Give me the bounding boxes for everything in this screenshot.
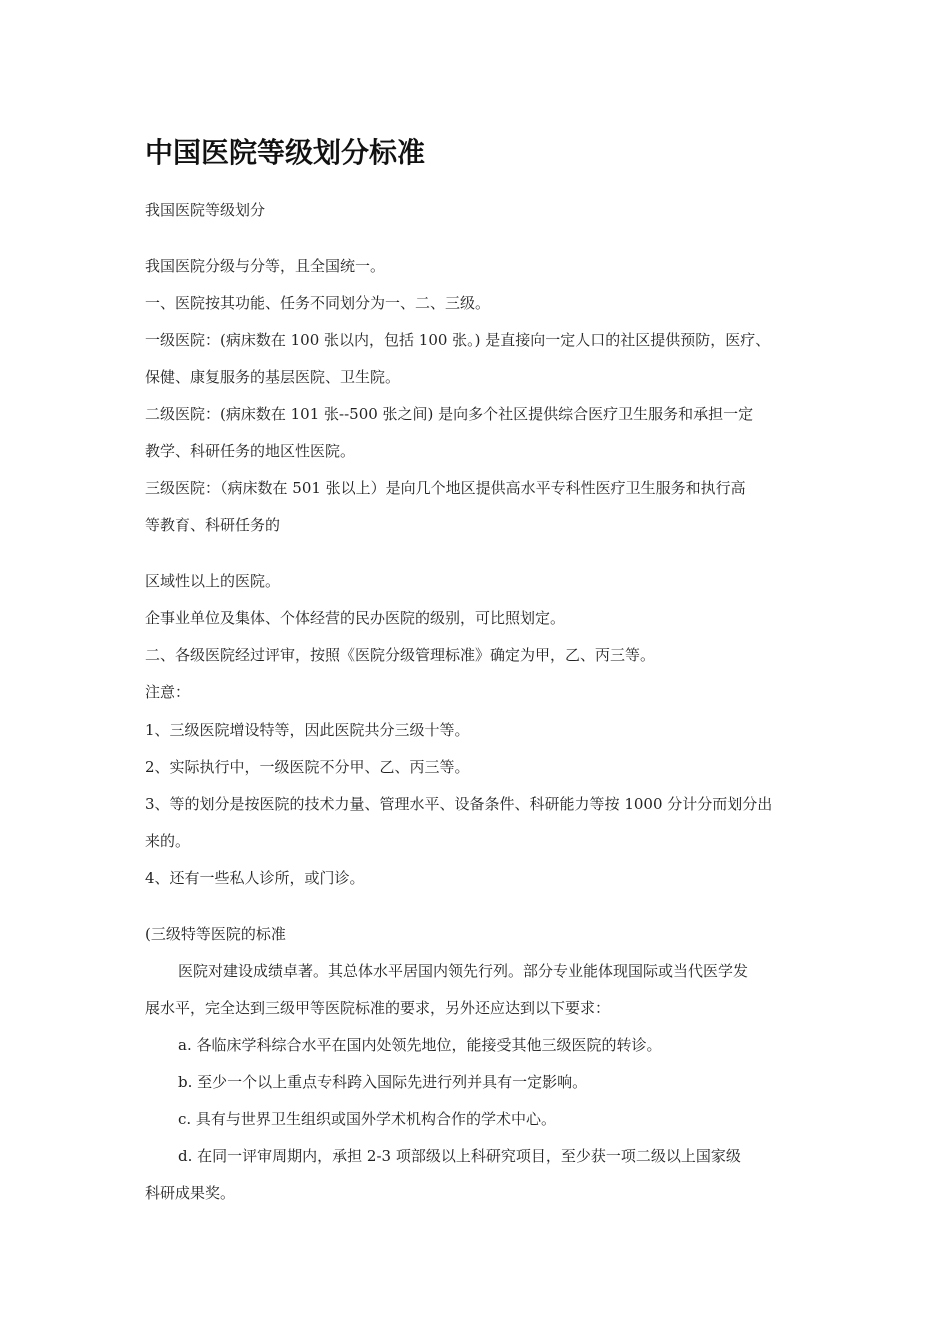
paragraph-line: 二级医院：(病床数在 101 张--500 张之间) 是向多个社区提供综合医疗卫生服务和承担一定 [145,405,754,423]
note-heading: 注意： [145,683,191,701]
paragraph-line: 我国医院分级与分等，且全国统一。 [145,257,386,275]
paragraph-line: 区域性以上的医院。 [145,572,281,590]
note-item: 2、实际执行中，一级医院不分甲、乙、丙三等。 [145,758,470,776]
note-item: 来的。 [145,832,191,850]
paragraph-line: 一、医院按其功能、任务不同划分为一、二、三级。 [145,294,491,312]
requirement-item: c. 具有与世界卫生组织或国外学术机构合作的学术中心。 [178,1110,556,1128]
document-title: 中国医院等级划分标准 [145,136,426,169]
paragraph-line: 展水平，完全达到三级甲等医院标准的要求，另外还应达到以下要求： [145,999,611,1017]
section-heading: (三级特等医院的标准 [145,925,286,943]
paragraph-line: 企事业单位及集体、个体经营的民办医院的级别，可比照划定。 [145,609,566,627]
note-item: 4、还有一些私人诊所，或门诊。 [145,869,365,887]
note-item: 1、三级医院增设特等，因此医院共分三级十等。 [145,721,470,739]
paragraph-line: 保健、康复服务的基层医院、卫生院。 [145,368,401,386]
requirement-item: d. 在同一评审周期内，承担 2-3 项部级以上科研究项目，至少获一项二级以上国家级 [178,1147,741,1165]
paragraph-line: 二、各级医院经过评审，按照《医院分级管理标准》确定为甲，乙、丙三等。 [145,646,656,664]
paragraph-line: 一级医院：(病床数在 100 张以内，包括 100 张。) 是直接向一定人口的社区提供预防，医疗、 [145,331,771,349]
note-item: 3、等的划分是按医院的技术力量、管理水平、设备条件、科研能力等按 1000 分计分而划分出 [145,795,773,813]
paragraph-line: 教学、科研任务的地区性医院。 [145,442,356,460]
paragraph-line: 等教育、科研任务的 [145,516,281,534]
paragraph-line: 三级医院：（病床数在 501 张以上）是向几个地区提供高水平专科性医疗卫生服务和执行高 [145,479,746,497]
requirement-item: b. 至少一个以上重点专科跨入国际先进行列并具有一定影响。 [178,1073,588,1091]
requirement-item: 科研成果奖。 [145,1184,236,1202]
paragraph-line: 医院对建设成绩卓著。其总体水平居国内领先行列。部分专业能体现国际或当代医学发 [178,962,749,980]
section-subtitle: 我国医院等级划分 [145,201,266,219]
requirement-item: a. 各临床学科综合水平在国内处领先地位，能接受其他三级医院的转诊。 [178,1036,662,1054]
